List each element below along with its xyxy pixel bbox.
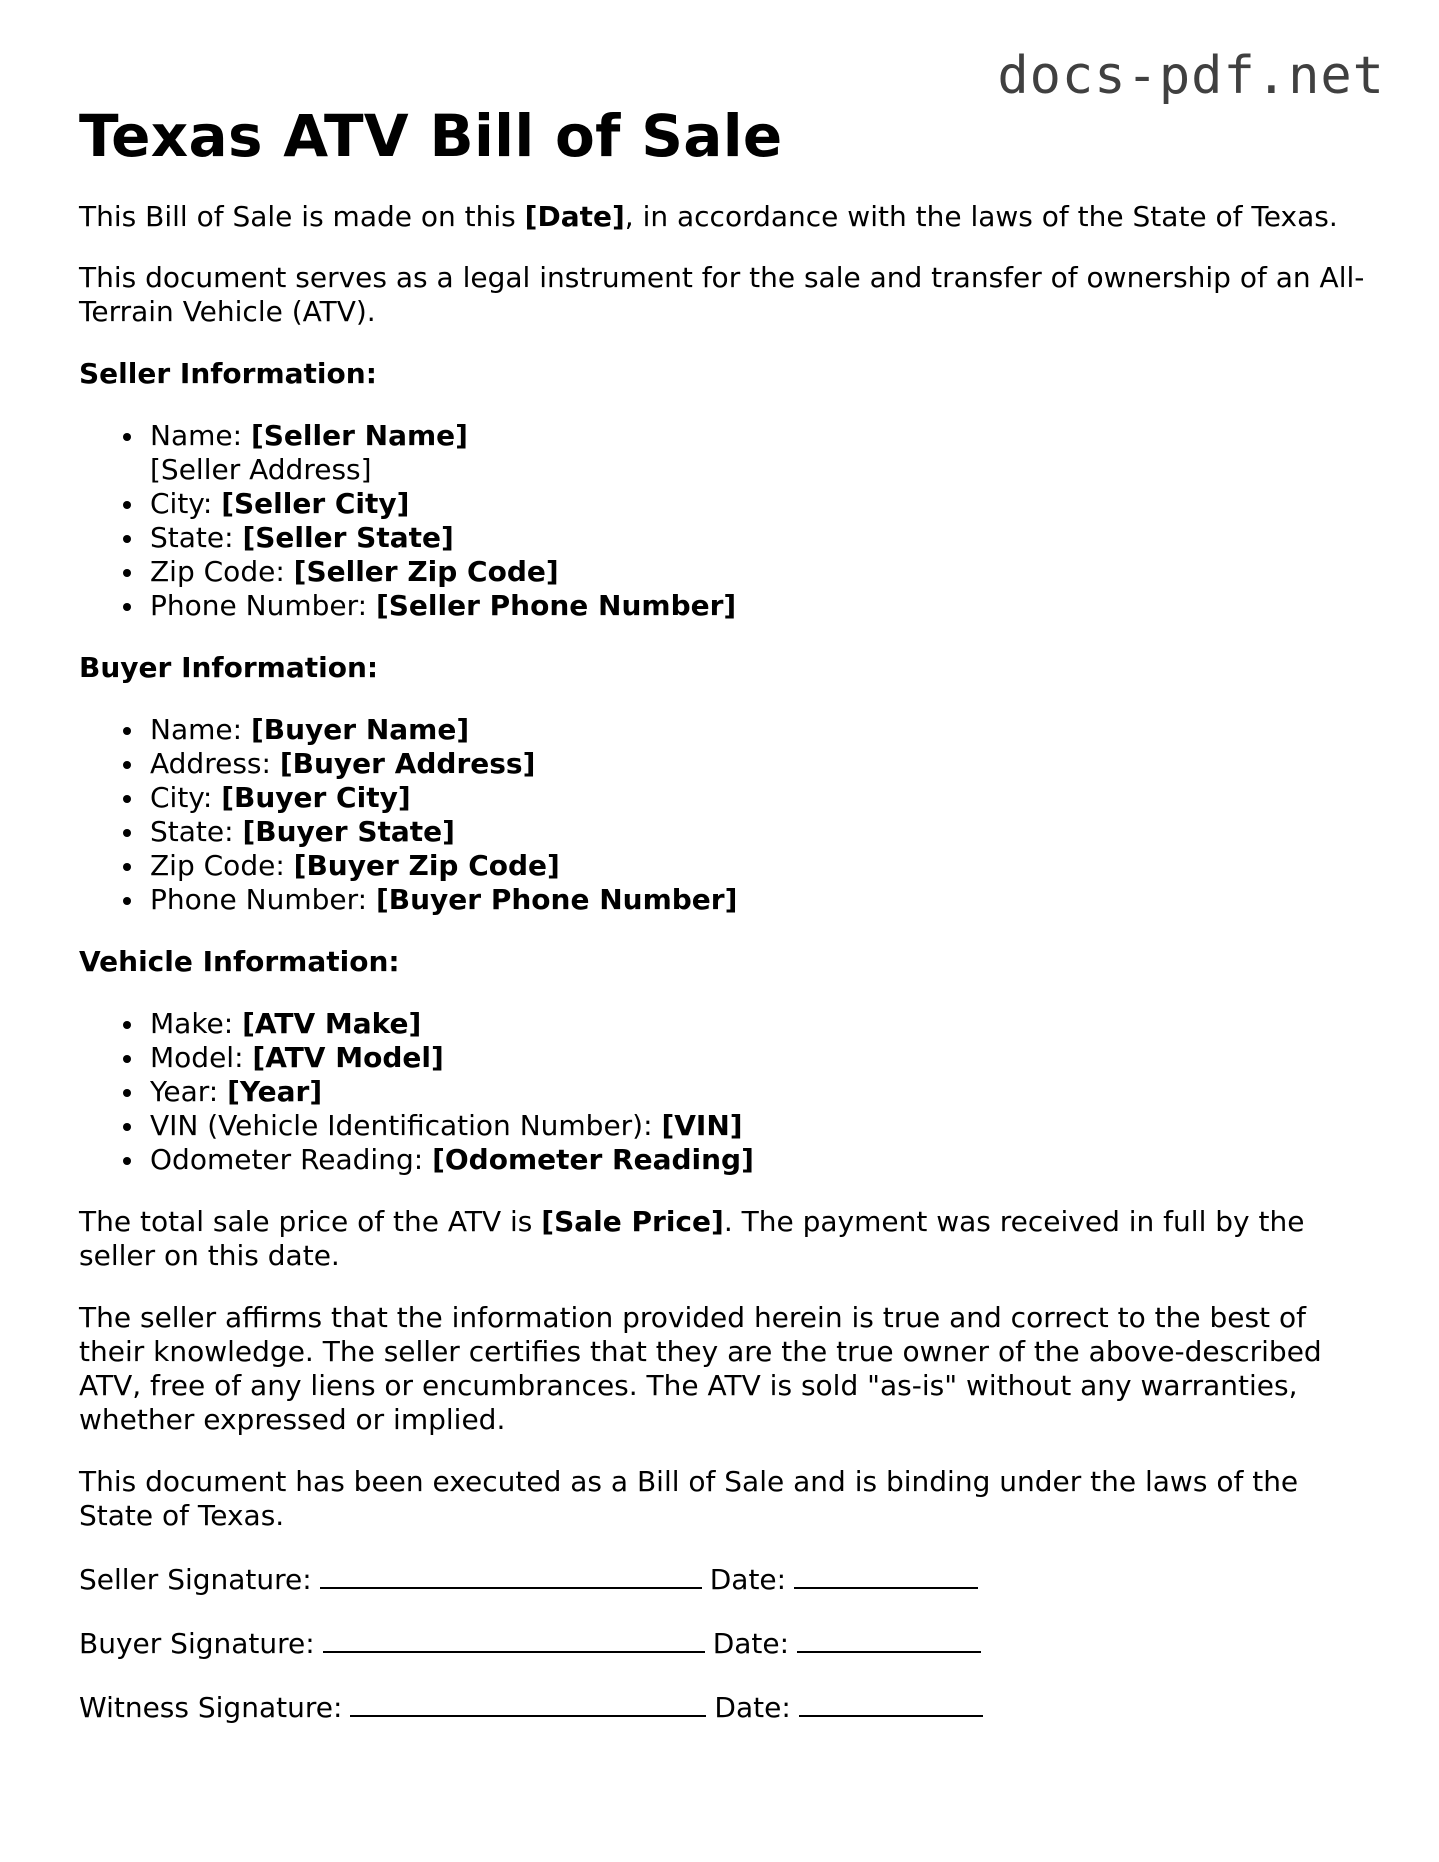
seller-zip-item: Zip Code: [Seller Zip Code] (150, 555, 1369, 589)
vehicle-odometer-item: Odometer Reading: [Odometer Reading] (150, 1143, 1369, 1177)
vehicle-vin-item: VIN (Vehicle Identification Number): [VIN] (150, 1109, 1369, 1143)
buyer-date-label: Date: (712, 1627, 790, 1660)
seller-heading: Seller Information: (79, 357, 377, 390)
witness-signature-row (79, 1689, 1369, 1725)
witness-signature-label: Witness Signature: (79, 1691, 343, 1724)
buyer-name-item: Name: [Buyer Name] (150, 713, 1369, 747)
seller-address-item: [Seller Address] (150, 453, 372, 486)
seller-name-item: Name: [Seller Name] (150, 419, 1369, 453)
intro-purpose: This document serves as a legal instrument for the sale and transfer of ownership of an All-Terrain Vehicle (ATV). (79, 261, 1365, 328)
date-placeholder: [Date] (524, 200, 625, 233)
vehicle-heading: Vehicle Information: (79, 945, 400, 978)
seller-list (79, 419, 1369, 623)
vehicle-model-item: Model: [ATV Model] (150, 1041, 1369, 1075)
buyer-signature-line[interactable] (323, 1625, 705, 1653)
sale-price-placeholder: [Sale Price] (541, 1205, 724, 1238)
buyer-heading: Buyer Information: (79, 651, 379, 684)
buyer-phone-item: Phone Number: [Buyer Phone Number] (150, 883, 1369, 917)
intro-date-line: This Bill of Sale is made on this [Date], in accordance with the laws of the State of Texas. (79, 200, 1338, 233)
buyer-list (79, 713, 1369, 917)
vehicle-year-item: Year: [Year] (150, 1075, 1369, 1109)
buyer-city-item: City: [Buyer City] (150, 781, 1369, 815)
buyer-state-item: State: [Buyer State] (150, 815, 1369, 849)
document-page (79, 96, 1369, 1725)
seller-signature-row (79, 1561, 1369, 1597)
witness-signature-line[interactable] (350, 1689, 706, 1717)
buyer-address-item: Address: [Buyer Address] (150, 747, 1369, 781)
watermark: docs-pdf.net (997, 46, 1385, 106)
seller-city-item: City: [Seller City] (150, 487, 1369, 521)
seller-phone-item: Phone Number: [Seller Phone Number] (150, 589, 1369, 623)
buyer-zip-item: Zip Code: [Buyer Zip Code] (150, 849, 1369, 883)
buyer-signature-label: Buyer Signature: (79, 1627, 315, 1660)
vehicle-make-item: Make: [ATV Make] (150, 1007, 1369, 1041)
witness-date-line[interactable] (799, 1689, 983, 1717)
seller-date-label: Date: (709, 1563, 787, 1596)
sale-price-paragraph: The total sale price of the ATV is [Sale Price]. The payment was received in full by the seller on this date. (79, 1205, 1305, 1272)
seller-signature-line[interactable] (320, 1561, 702, 1589)
seller-signature-label: Seller Signature: (79, 1563, 312, 1596)
vehicle-list (79, 1007, 1369, 1177)
buyer-signature-row (79, 1625, 1369, 1661)
binding-paragraph: This document has been executed as a Bill of Sale and is binding under the laws of the State of Texas. (79, 1465, 1299, 1532)
buyer-date-line[interactable] (797, 1625, 981, 1653)
seller-state-item: State: [Seller State] (150, 521, 1369, 555)
page-title: Texas ATV Bill of Sale (79, 102, 783, 170)
affirmation-paragraph: The seller affirms that the information provided herein is true and correct to the best of their knowledge. The seller certifies that they are the true owner of the above-described ATV, free of any liens or encumbrances. The ATV is sold "as-is" without any warranties, whether expressed or implied. (79, 1301, 1322, 1436)
seller-date-line[interactable] (794, 1561, 978, 1589)
witness-date-label: Date: (714, 1691, 791, 1724)
